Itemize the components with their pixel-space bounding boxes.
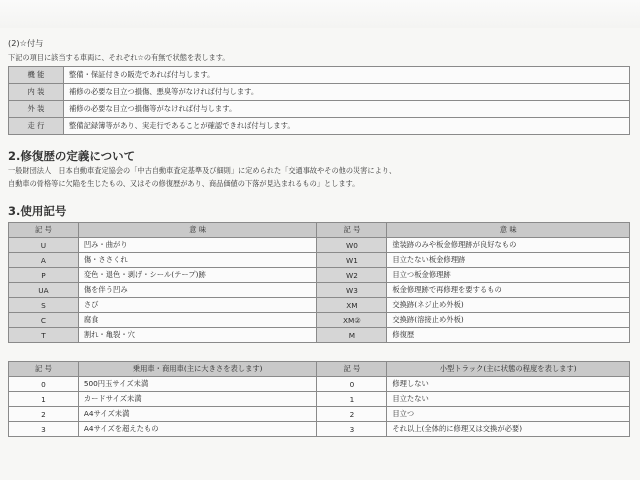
symbol-meaning: 傷を伴う凹み [78, 283, 317, 298]
column-header: 記 号 [9, 362, 79, 377]
criteria-desc: 補修の必要な目立つ損傷、悪臭等がなければ付与します。 [64, 84, 630, 101]
table-row [9, 377, 630, 392]
symbol-code: XM② [317, 313, 387, 328]
column-header: 小型トラック(主に状態の程度を表します) [387, 362, 630, 377]
column-header: 意 味 [78, 223, 317, 238]
level-code: 0 [9, 377, 79, 392]
section2-text-line1: 一般財団法人 日本自動車査定協会の「中古自動車査定基準及び細則」に定められた「交通事故やその他の災害により、 [8, 166, 397, 175]
symbol-code: W1 [317, 253, 387, 268]
table-row [9, 268, 630, 283]
table-row [9, 118, 630, 135]
criteria-desc: 整備・保証付きの販売であれば付与します。 [64, 67, 630, 84]
symbol-code: XM [317, 298, 387, 313]
symbol-code: S [9, 298, 79, 313]
criteria-key: 走 行 [9, 118, 64, 135]
level-code: 3 [317, 422, 387, 437]
table-row [9, 298, 630, 313]
symbol-code: M [317, 328, 387, 343]
symbol-code: W2 [317, 268, 387, 283]
level-code: 2 [317, 407, 387, 422]
symbol-meaning: 板金修理跡で再修理を要するもの [387, 283, 630, 298]
symbol-code: UA [9, 283, 79, 298]
table-row [9, 253, 630, 268]
criteria-desc: 整備記録簿等があり、実走行であることが確認できれば付与します。 [64, 118, 630, 135]
symbol-meaning: 交換跡(溶接止め外板) [387, 313, 630, 328]
table-row [9, 238, 630, 253]
level-code: 1 [317, 392, 387, 407]
symbol-meaning: 凹み・曲がり [78, 238, 317, 253]
level-meaning: 500円玉サイズ未満 [78, 377, 317, 392]
section3-title: 3.使用記号 [8, 204, 67, 218]
table-header-row [9, 362, 630, 377]
symbol-meaning: 腐食 [78, 313, 317, 328]
criteria-key: 機 能 [9, 67, 64, 84]
table-row [9, 84, 630, 101]
table-row [9, 67, 630, 84]
level-meaning: 修理しない [387, 377, 630, 392]
symbol-meaning: さび [78, 298, 317, 313]
symbol-meaning: 目立つ板金修理跡 [387, 268, 630, 283]
symbol-code: T [9, 328, 79, 343]
column-header: 記 号 [317, 362, 387, 377]
symbol-meaning: 変色・退色・剥げ・シール(テープ)跡 [78, 268, 317, 283]
symbol-meaning: 交換跡(ネジ止め外板) [387, 298, 630, 313]
symbol-meaning: 塗装跡のみや板金修理跡が良好なもの [387, 238, 630, 253]
section2-title: 2.修復歴の定義について [8, 149, 136, 163]
level-code: 0 [317, 377, 387, 392]
column-header: 記 号 [9, 223, 79, 238]
section1-intro: 下記の項目に該当する車両に、それぞれ☆の有無で状態を表します。 [8, 53, 230, 62]
criteria-key: 外 装 [9, 101, 64, 118]
column-header: 意 味 [387, 223, 630, 238]
size-level-table [8, 361, 630, 437]
symbol-code: W0 [317, 238, 387, 253]
symbol-code: A [9, 253, 79, 268]
table-row [9, 328, 630, 343]
symbol-code: C [9, 313, 79, 328]
level-meaning: A4サイズ未満 [78, 407, 317, 422]
table-row [9, 313, 630, 328]
level-meaning: A4サイズを超えたもの [78, 422, 317, 437]
symbol-meaning: 割れ・亀裂・穴 [78, 328, 317, 343]
table-row [9, 392, 630, 407]
section2-text-line2: 自動車の骨格等に欠陥を生じたもの、又はその修復歴があり、商品価値の下落が見込まれるもの」とします。 [8, 179, 360, 188]
table-row [9, 422, 630, 437]
level-meaning: カードサイズ未満 [78, 392, 317, 407]
symbol-code: W3 [317, 283, 387, 298]
symbol-meaning: 修復歴 [387, 328, 630, 343]
criteria-desc: 補修の必要な目立つ損傷等がなければ付与します。 [64, 101, 630, 118]
symbol-meaning: 目立たない板金修理跡 [387, 253, 630, 268]
level-meaning: 目立つ [387, 407, 630, 422]
level-meaning: それ以上(全体的に修理又は交換が必要) [387, 422, 630, 437]
level-code: 2 [9, 407, 79, 422]
table-row [9, 283, 630, 298]
star-criteria-table [8, 66, 630, 135]
symbol-code: U [9, 238, 79, 253]
table-header-row [9, 223, 630, 238]
column-header: 乗用車・商用車(主に大きさを表します) [78, 362, 317, 377]
symbol-table [8, 222, 630, 343]
level-code: 3 [9, 422, 79, 437]
column-header: 記 号 [317, 223, 387, 238]
section1-title: (2)☆付与 [8, 38, 44, 48]
criteria-key: 内 装 [9, 84, 64, 101]
top-cutoff-strip [0, 0, 640, 28]
level-meaning: 目立たない [387, 392, 630, 407]
table-row [9, 101, 630, 118]
table-row [9, 407, 630, 422]
symbol-meaning: 傷・ささくれ [78, 253, 317, 268]
level-code: 1 [9, 392, 79, 407]
symbol-code: P [9, 268, 79, 283]
